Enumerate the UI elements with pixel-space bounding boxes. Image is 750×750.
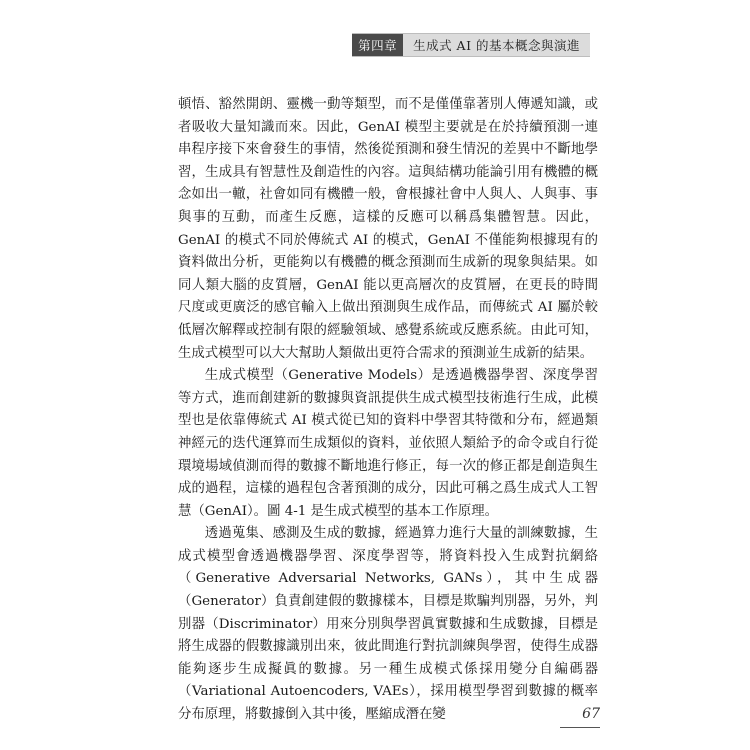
running-header [352, 33, 590, 57]
page-number: 67 [582, 706, 600, 722]
chapter-label: 第四章 [352, 34, 403, 56]
paragraph-generative-models: 生成式模型（Generative Models）是透過機器學習、深度學習等方式，進而創建新的數據與資訊提供生成式模型技術進行生成，此模型也是依靠傳統式 AI 模式從已知的資料中學習其特徵和分布，經過類神經元的迭代運算而生成類似的資料，並依照人類給予的命令或自行從環境場域偵測而得的數據不斷地進行修正，每一次的修正都是創造與生成的過程，這樣的過程包含著預測的成分，因此可稱之爲生成式人工智慧（GenAI）。圖 4-1 是生成式模型的基本工作原理。 [178, 368, 598, 519]
page-number-rule [560, 727, 600, 728]
body-text [178, 94, 598, 727]
paragraph-gans-vaes: 透過蒐集、感測及生成的數據，經過算力進行大量的訓練數據，生成式模型會透過機器學習、深度學習等，將資料投入生成對抗網絡（Generative Adversarial Networks, GANs），其中生成器（Generator）負責創建假的數據樣本，目標是欺騙判別器，另外，判別器（Discriminator）用來分別與學習眞實數據和生成數據，目標是將生成器的假數據識別出來，彼此間進行對抗訓練與學習，使得生成器能夠逐步生成擬眞的數據。另一種生成模式係採用變分自編碼器（Variational Autoencoders, VAEs），採用模型學習到數據的概率分布原理，將數據倒入其中後，壓縮成潛在變 [178, 526, 598, 723]
paragraph-continued: 頓悟、豁然開朗、靈機一動等類型，而不是僅僅靠著別人傳遞知識，或者吸收大量知識而來。因此，GenAI 模型主要就是在於持續預測一連串程序接下來會發生的事情，然後從預測和發生情況的差異中不斷地學習，生成具有智慧性及創造性的內容。這與結構功能論引用有機體的概念如出一轍，社會如同有機體一般，會根據社會中人與人、人與事、事與事的互動，而產生反應，這樣的反應可以稱爲集體智慧。因此，GenAI 的模式不同於傳統式 AI 的模式，GenAI 不僅能夠根據現有的資料做出分析，更能夠以有機體的概念預測而生成新的現象與結果。如同人類大腦的皮質層，GenAI 能以更高層次的皮質層，在更長的時間尺度或更廣泛的感官輸入上做出預測與生成作品，而傳統式 AI 屬於較低層次解釋或控制有限的經驗領域、感覺系統或反應系統。由此可知，生成式模型可以大大幫助人類做出更符合需求的預測並生成新的結果。 [178, 97, 598, 361]
chapter-title: 生成式 AI 的基本概念與演進 [403, 34, 590, 56]
